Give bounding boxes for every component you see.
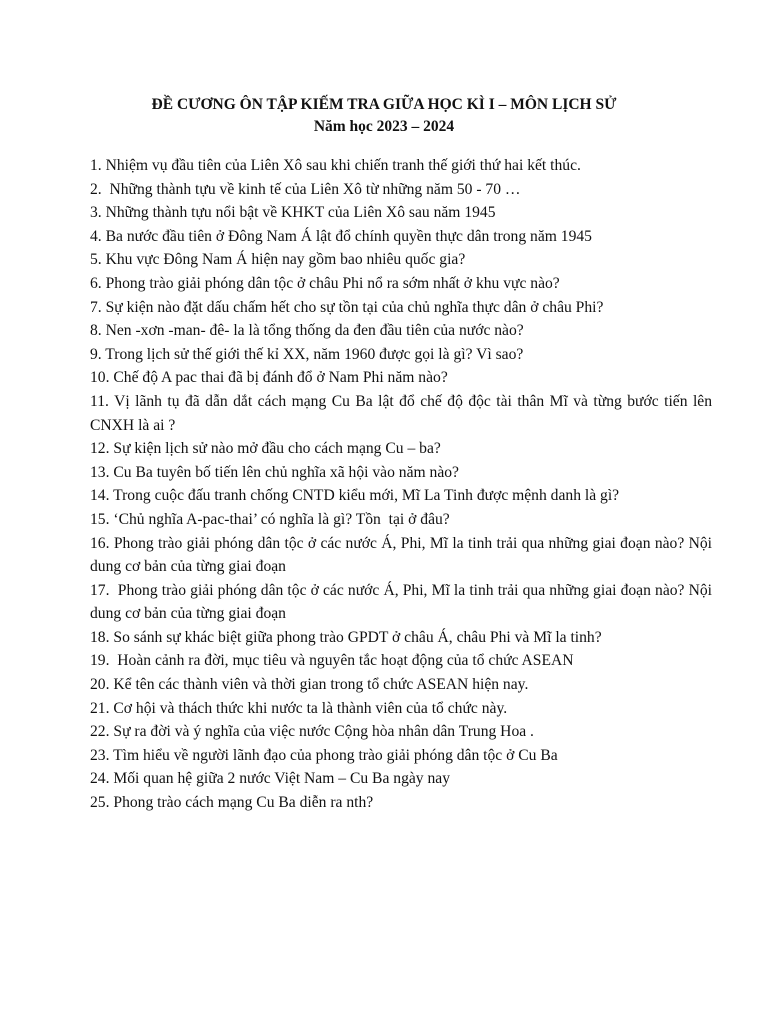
question-item: 5. Khu vực Đông Nam Á hiện nay gồm bao nhiêu quốc gia? (90, 251, 466, 269)
question-item: 22. Sự ra đời và ý nghĩa của việc nước Cộng hòa nhân dân Trung Hoa . (90, 723, 534, 741)
question-item: 12. Sự kiện lịch sử nào mở đầu cho cách mạng Cu – ba? (90, 440, 441, 458)
question-item: 9. Trong lịch sử thế giới thế kỉ XX, năm 1960 được gọi là gì? Vì sao? (90, 345, 524, 363)
question-item: 7. Sự kiện nào đặt dấu chấm hết cho sự tồn tại của chủ nghĩa thực dân ở châu Phi? (90, 298, 604, 316)
document-title: ĐỀ CƯƠNG ÔN TẬP KIẾM TRA GIỮA HỌC KÌ I – MÔN LỊCH SỬ (151, 96, 617, 113)
question-item: 2. Những thành tựu về kinh tế của Liên Xô từ những năm 50 - 70 … (90, 180, 521, 198)
question-item: 4. Ba nước đầu tiên ở Đông Nam Á lật đổ chính quyền thực dân trong năm 1945 (90, 227, 592, 245)
question-item: 24. Mối quan hệ giữa 2 nước Việt Nam – Cu Ba ngày nay (90, 770, 450, 788)
question-item: 18. So sánh sự khác biệt giữa phong trào GPDT ở châu Á, châu Phi và Mĩ la tinh? (90, 628, 602, 646)
document-subtitle: Năm học 2023 – 2024 (313, 118, 455, 135)
question-list (90, 154, 716, 815)
question-item: 16. Phong trào giải phóng dân tộc ở các nước Á, Phi, Mĩ la tinh trải qua những giai đoạn nào? Nội dung cơ bản của từng giai đoạn (90, 534, 716, 576)
question-item: 6. Phong trào giải phóng dân tộc ở châu Phi nổ ra sớm nhất ở khu vực nào? (90, 274, 560, 292)
question-item: 10. Chế độ A pac thai đã bị đánh đổ ở Nam Phi năm nào? (90, 369, 448, 387)
question-item: 15. ‘Chủ nghĩa A-pac-thai’ có nghĩa là gì? Tồn tại ở đâu? (90, 510, 450, 528)
question-item: 3. Những thành tựu nổi bật về KHKT của Liên Xô sau năm 1945 (90, 204, 496, 222)
question-item: 11. Vị lãnh tụ đã dẫn dắt cách mạng Cu Ba lật đổ chế độ độc tài thân Mĩ và từng bước tiến lên CNXH là ai ? (90, 392, 716, 434)
question-item: 25. Phong trào cách mạng Cu Ba diễn ra nth? (90, 794, 374, 812)
question-item: 19. Hoàn cảnh ra đời, mục tiêu và nguyên tắc hoạt động của tổ chức ASEAN (90, 652, 574, 670)
question-item: 21. Cơ hội và thách thức khi nước ta là thành viên của tổ chức này. (90, 699, 508, 717)
question-item: 17. Phong trào giải phóng dân tộc ở các nước Á, Phi, Mĩ la tinh trải qua những giai đoạn nào? Nội dung cơ bản của từng giai đoạn (90, 581, 716, 623)
question-item: 20. Kể tên các thành viên và thời gian trong tổ chức ASEAN hiện nay. (90, 676, 529, 694)
question-item: 23. Tìm hiểu về người lãnh đạo của phong trào giải phóng dân tộc ở Cu Ba (90, 746, 558, 764)
question-item: 8. Nen -xơn -man- đê- la là tổng thống da đen đầu tiên của nước nào? (90, 322, 524, 340)
question-item: 1. Nhiệm vụ đầu tiên của Liên Xô sau khi chiến tranh thế giới thứ hai kết thúc. (90, 157, 581, 174)
question-item: 14. Trong cuộc đấu tranh chống CNTD kiểu mới, Mĩ La Tinh được mệnh danh là gì? (90, 487, 620, 505)
question-item: 13. Cu Ba tuyên bố tiến lên chủ nghĩa xã hội vào năm nào? (90, 463, 459, 481)
